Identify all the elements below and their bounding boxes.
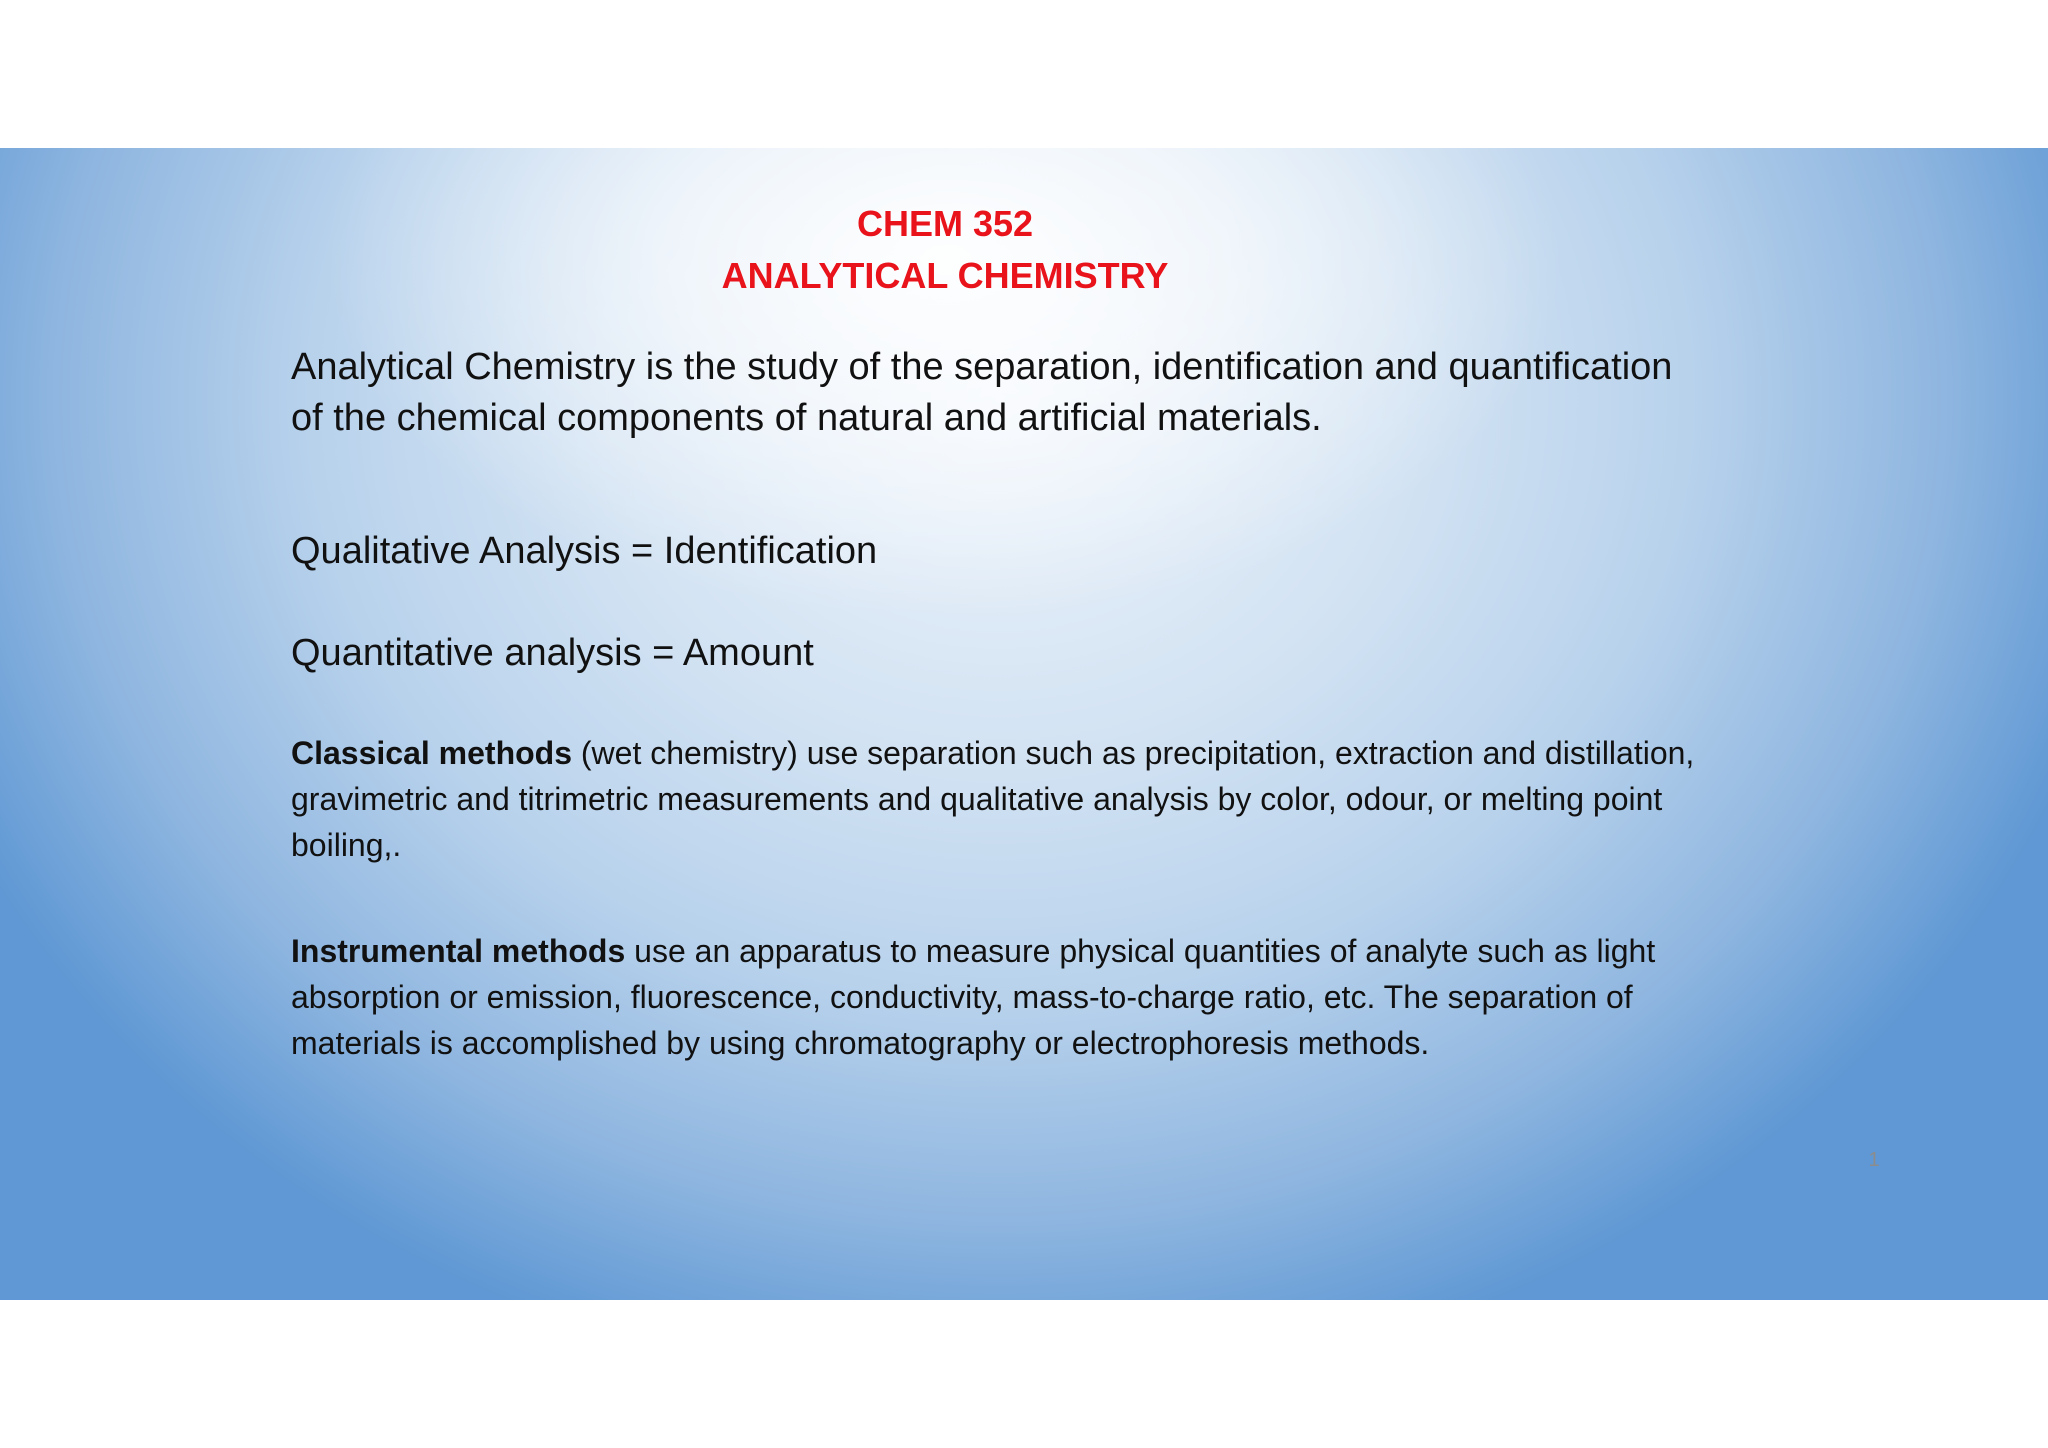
instrumental-methods-paragraph xyxy=(291,928,1655,1066)
classical-methods-term: Classical methods xyxy=(291,735,572,771)
course-name-title: ANALYTICAL CHEMISTRY xyxy=(721,255,1169,296)
qualitative-analysis-text: Qualitative Analysis = Identification xyxy=(291,530,878,572)
paragraph-line: gravimetric and titrimetric measurements and qualitative analysis by color, odour, or melting point xyxy=(291,781,1663,817)
paragraph-line: absorption or emission, fluorescence, conductivity, mass-to-charge ratio, etc. The separation of xyxy=(291,979,1633,1015)
paragraph-text: use an apparatus to measure physical quantities of analyte such as light xyxy=(625,933,1656,969)
paragraph-line xyxy=(291,730,1694,776)
paragraph-text: (wet chemistry) use separation such as precipitation, extraction and distillation, xyxy=(572,735,1695,771)
instrumental-methods-term: Instrumental methods xyxy=(291,933,626,969)
course-code-title: CHEM 352 xyxy=(856,203,1034,244)
definition-line: of the chemical components of natural and artificial materials. xyxy=(291,397,1322,439)
paragraph-line: boiling,. xyxy=(291,827,402,863)
definition-paragraph xyxy=(291,342,1672,444)
slide-number: 1 xyxy=(1868,1149,1880,1171)
definition-line: Analytical Chemistry is the study of the separation, identification and quantification xyxy=(291,346,1673,388)
quantitative-analysis-text: Quantitative analysis = Amount xyxy=(291,632,814,674)
paragraph-line: materials is accomplished by using chromatography or electrophoresis methods. xyxy=(291,1025,1430,1061)
slide xyxy=(0,148,2048,1300)
paragraph-line xyxy=(291,928,1655,974)
classical-methods-paragraph xyxy=(291,730,1694,868)
